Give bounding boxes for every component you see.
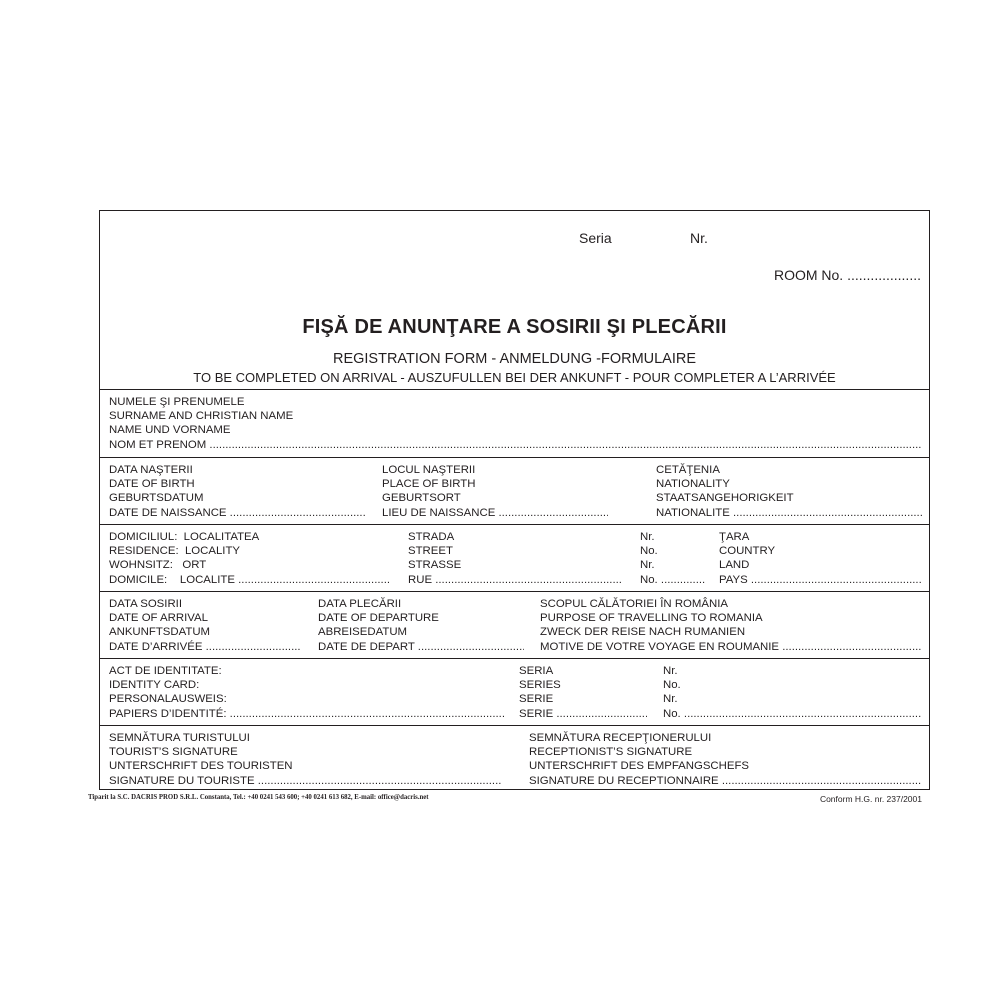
name-label-ro: NUMELE ŞI PRENUMELE xyxy=(109,396,245,408)
form-title: FIŞĂ DE ANUNŢARE A SOSIRII ŞI PLECĂRII xyxy=(302,316,727,338)
birth-date-label-de: GEBURTSDATUM xyxy=(109,492,204,505)
house-number-label-en: No. xyxy=(640,545,658,558)
tourist-signature-label-en: TOURIST’S SIGNATURE xyxy=(109,746,238,759)
birth-section xyxy=(100,457,929,524)
country-label-fr: PAYS ..... xyxy=(719,573,922,587)
name-label-de: NAME UND VORNAME xyxy=(109,424,231,437)
tourist-signature-label-de: UNTERSCHRIFT DES TOURISTEN xyxy=(109,760,293,773)
street-label-en: STREET xyxy=(408,545,453,558)
birth-place-label-en: PLACE OF BIRTH xyxy=(382,478,476,491)
receptionist-signature-label-en: RECEPTIONIST’S SIGNATURE xyxy=(529,746,693,759)
arrival-label-en: DATE OF ARRIVAL xyxy=(109,612,208,625)
birth-date-label-fr: DATE DE NAISSANCE ..... xyxy=(109,506,365,520)
locality-label-ro: DOMICILIUL: LOCALITATEA xyxy=(109,531,260,543)
street-field[interactable] xyxy=(408,530,622,587)
identity-label-en: IDENTITY CARD: xyxy=(109,679,200,692)
house-number-label-de: Nr. xyxy=(640,559,655,572)
street-label-ro: STRADA xyxy=(408,531,455,543)
arrival-label-ro: DATA SOSIRII xyxy=(109,598,182,610)
tourist-signature-label-fr: SIGNATURE DU TOURISTE ..... xyxy=(109,774,501,788)
registration-form xyxy=(99,210,930,790)
identity-label-ro: ACT DE IDENTITATE: xyxy=(109,665,222,677)
id-number-label-fr: No. ..... xyxy=(663,707,922,721)
nationality-field[interactable] xyxy=(656,463,922,520)
locality-label-en: RESIDENCE: LOCALITY xyxy=(109,545,241,558)
identity-section xyxy=(100,658,929,725)
name-field[interactable] xyxy=(109,395,921,452)
tourist-signature-field[interactable] xyxy=(109,731,501,788)
departure-label-en: DATE OF DEPARTURE xyxy=(318,612,439,625)
purpose-label-ro: SCOPUL CĂLĂTORIEI ÎN ROMÂNIA xyxy=(540,598,728,610)
purpose-label-fr: MOTIVE DE VOTRE VOYAGE EN ROUMANIE ..... xyxy=(540,640,922,654)
country-label-de: LAND xyxy=(719,559,750,572)
street-label-fr: RUE ..... xyxy=(408,573,622,587)
arrival-label-fr: DATE D’ARRIVÉE ..... xyxy=(109,640,301,654)
identity-number-field[interactable] xyxy=(663,664,922,721)
nationality-label-fr: NATIONALITE ..... xyxy=(656,506,922,520)
nationality-label-en: NATIONALITY xyxy=(656,478,730,491)
tourist-signature-label-ro: SEMNĂTURA TURISTULUI xyxy=(109,732,250,744)
form-instructions: TO BE COMPLETED ON ARRIVAL - AUSZUFULLEN BEI DER ANKUNFT - POUR COMPLETER A L’ARRIVÉE xyxy=(193,370,836,385)
seria-label: Seria xyxy=(579,230,612,246)
series-label-ro: SERIA xyxy=(519,665,554,677)
conformity-note: Conform H.G. nr. 237/2001 xyxy=(819,794,922,804)
country-label-en: COUNTRY xyxy=(719,545,776,558)
receptionist-signature-field[interactable] xyxy=(529,731,922,788)
residence-section xyxy=(100,524,929,591)
form-subtitle: REGISTRATION FORM - ANMELDUNG -FORMULAIRE xyxy=(332,351,697,367)
arrival-date-field[interactable] xyxy=(109,597,301,654)
birth-date-label-ro: DATA NAŞTERII xyxy=(109,464,193,476)
locality-field[interactable] xyxy=(109,530,389,587)
name-label-en: SURNAME AND CHRISTIAN NAME xyxy=(109,410,294,423)
series-label-en: SERIES xyxy=(519,679,561,692)
nationality-label-de: STAATSANGEHORIGKEIT xyxy=(656,492,794,505)
travel-purpose-field[interactable] xyxy=(540,597,922,654)
birth-date-field[interactable] xyxy=(109,463,365,520)
birth-place-label-ro: LOCUL NAŞTERII xyxy=(382,464,476,476)
birth-place-label-fr: LIEU DE NAISSANCE ..... xyxy=(382,506,608,520)
country-label-ro: ŢARA xyxy=(719,531,750,543)
country-field[interactable] xyxy=(719,530,922,587)
identity-label-de: PERSONALAUSWEIS: xyxy=(109,693,227,706)
identity-label-fr: PAPIERS D’IDENTITÉ: ..... xyxy=(109,707,505,721)
room-number-field[interactable]: ROOM No. ................... xyxy=(773,267,921,283)
identity-document-field[interactable] xyxy=(109,664,505,721)
series-label-de: SERIE xyxy=(519,693,554,706)
name-section xyxy=(100,389,929,457)
house-number-label-fr: No. ..... xyxy=(640,573,706,587)
departure-label-fr: DATE DE DEPART ..... xyxy=(318,640,524,654)
street-label-de: STRASSE xyxy=(408,559,462,572)
house-number-field[interactable] xyxy=(640,530,706,587)
departure-label-de: ABREISEDATUM xyxy=(318,626,408,639)
house-number-label-ro: Nr. xyxy=(640,531,655,543)
departure-date-field[interactable] xyxy=(318,597,524,654)
signature-section xyxy=(100,725,929,789)
purpose-label-de: ZWECK DER REISE NACH RUMANIEN xyxy=(540,626,746,639)
series-label-fr: SERIE ..... xyxy=(519,707,647,721)
arrival-label-de: ANKUNFTSDATUM xyxy=(109,626,211,639)
locality-label-fr: DOMICILE: LOCALITE ..... xyxy=(109,573,389,587)
nationality-label-ro: CETĂŢENIA xyxy=(656,464,720,476)
receptionist-signature-label-fr: SIGNATURE DU RECEPTIONNAIRE ..... xyxy=(529,774,922,788)
purpose-label-en: PURPOSE OF TRAVELLING TO ROMANIA xyxy=(540,612,763,625)
id-number-label-en: No. xyxy=(663,679,681,692)
locality-label-de: WOHNSITZ: ORT xyxy=(109,559,207,572)
birth-place-field[interactable] xyxy=(382,463,608,520)
printer-info: Tiparit la S.C. DACRIS PROD S.R.L. Constanta, Tel.: +40 0241 543 600; +40 0241 613 682, E-mail: office@dacris.net xyxy=(88,794,429,801)
identity-series-field[interactable] xyxy=(519,664,647,721)
name-label-fr: NOM ET PRENOM ..... xyxy=(109,438,921,452)
id-number-label-de: Nr. xyxy=(663,693,678,706)
id-number-label-ro: Nr. xyxy=(663,665,678,677)
receptionist-signature-label-de: UNTERSCHRIFT DES EMPFANGSCHEFS xyxy=(529,760,750,773)
travel-section xyxy=(100,591,929,658)
birth-place-label-de: GEBURTSORT xyxy=(382,492,461,505)
departure-label-ro: DATA PLECĂRII xyxy=(318,598,402,610)
receptionist-signature-label-ro: SEMNĂTURA RECEPŢIONERULUI xyxy=(529,732,712,744)
nr-label: Nr. xyxy=(690,230,708,246)
birth-date-label-en: DATE OF BIRTH xyxy=(109,478,195,491)
